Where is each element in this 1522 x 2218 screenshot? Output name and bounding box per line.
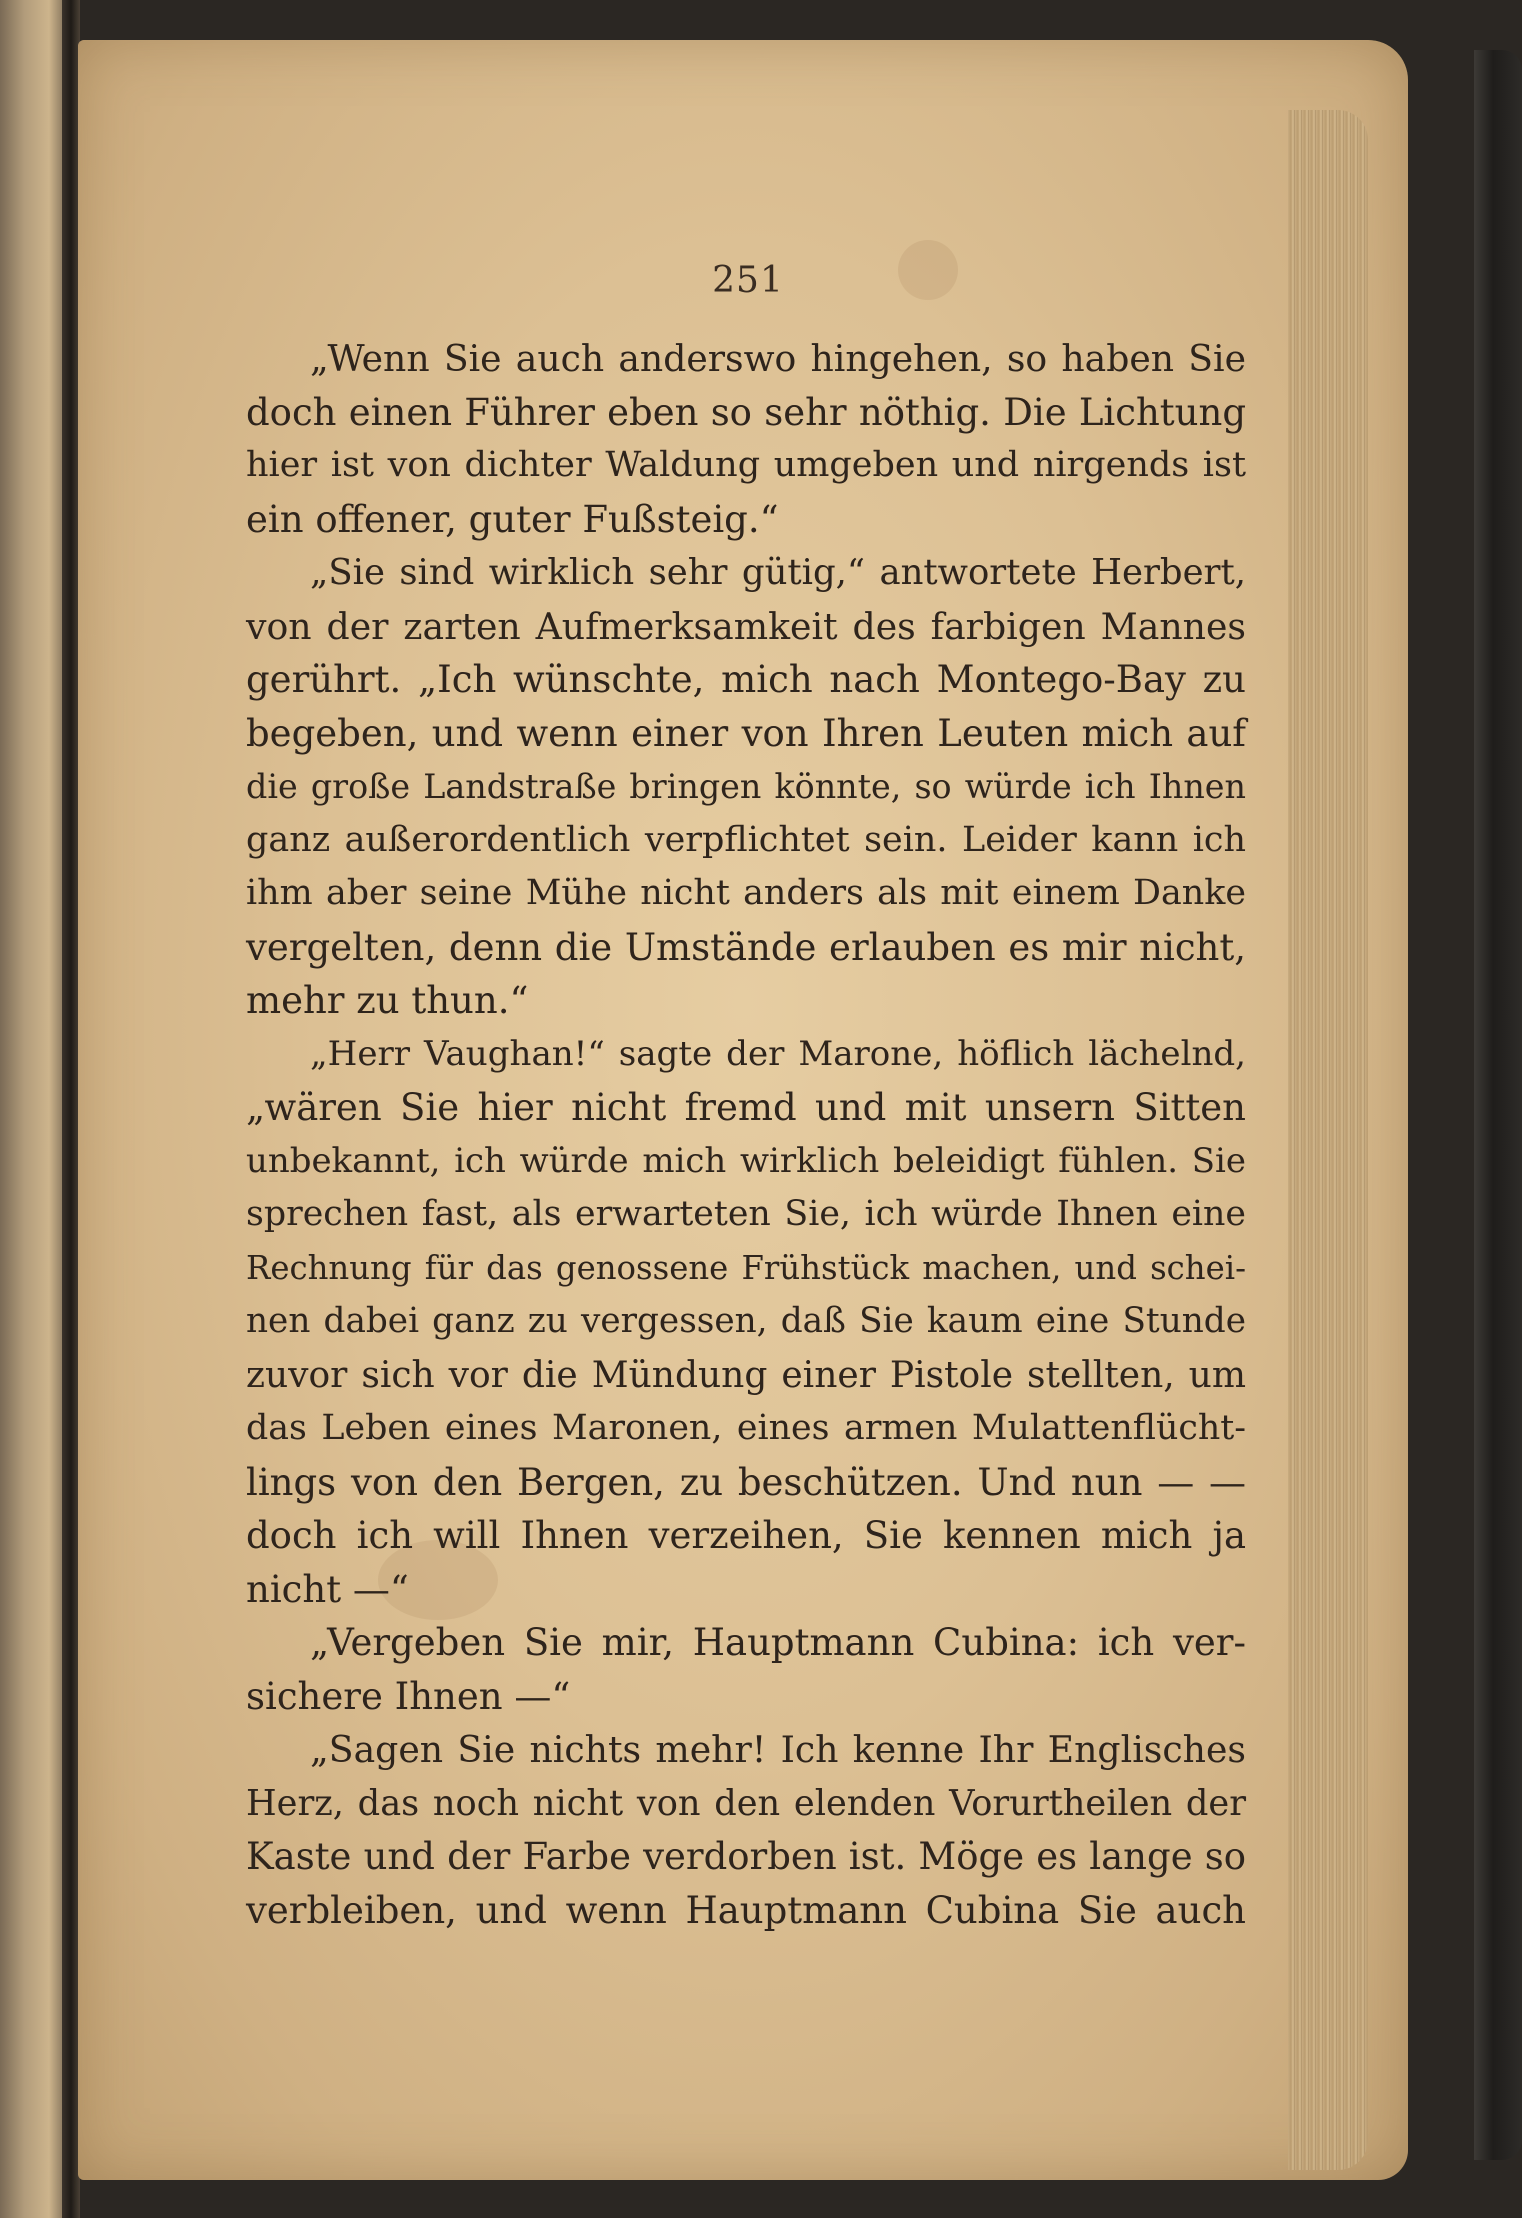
- text-line: zuvor sich vor die Mündung einer Pistole stellten, um: [246, 1354, 1246, 1396]
- text-line: nicht —“: [246, 1567, 409, 1611]
- paragraph: [246, 1723, 1246, 1937]
- text-line: Rechnung für das genossene Frühstück machen, und schei-: [246, 1248, 1246, 1287]
- text-line: das Leben eines Maronen, eines armen Mulattenflücht-: [246, 1408, 1246, 1448]
- text-line: sprechen fast, als erwarteten Sie, ich würde Ihnen eine: [246, 1194, 1246, 1234]
- paragraph: [246, 1616, 1246, 1723]
- text-line: gerührt. „Ich wünschte, mich nach Montego-Bay zu: [246, 658, 1246, 701]
- text-line: unbekannt, ich würde mich wirklich beleidigt fühlen. Sie: [246, 1140, 1246, 1181]
- text-line: „Wenn Sie auch anderswo hingehen, so haben Sie: [310, 337, 1246, 380]
- text-line: ganz außerordentlich verpflichtet sein. Leider kann ich: [246, 819, 1246, 860]
- page-text: [246, 332, 1246, 1937]
- text-line: mehr zu thun.“: [246, 979, 529, 1022]
- text-line: hier ist von dichter Waldung umgeben und nirgends ist: [246, 445, 1246, 485]
- text-line: Kaste und der Farbe verdorben ist. Möge es lange so: [246, 1835, 1246, 1878]
- page-number: 251: [712, 260, 784, 301]
- book-cover-edge: [1474, 50, 1522, 2160]
- text-line: ihm aber seine Mühe nicht anders als mit einem Danke: [246, 873, 1246, 913]
- text-line: verbleiben, und wenn Hauptmann Cubina Sie auch: [246, 1888, 1246, 1932]
- text-line: von der zarten Aufmerksamkeit des farbigen Mannes: [246, 604, 1246, 648]
- text-line: doch ich will Ihnen verzeihen, Sie kennen mich ja: [246, 1514, 1246, 1557]
- text-line: sichere Ihnen —“: [246, 1674, 571, 1718]
- paragraph: [246, 1028, 1246, 1617]
- left-page-edge: [0, 0, 70, 2218]
- text-line: vergelten, denn die Umstände erlauben es mir nicht,: [246, 925, 1246, 969]
- paragraph: [246, 546, 1246, 1028]
- text-line: „wären Sie hier nicht fremd und mit unsern Sitten: [246, 1086, 1246, 1129]
- text-line: die große Landstraße bringen könnte, so würde ich Ihnen: [246, 767, 1246, 806]
- page-stack-edge: [1288, 110, 1368, 2170]
- text-line: doch einen Führer eben so sehr nöthig. Die Lichtung: [246, 390, 1246, 434]
- text-line: „Herr Vaughan!“ sagte der Marone, höflich lächelnd,: [310, 1033, 1246, 1074]
- text-line: Herz, das noch nicht von den elenden Vorurtheilen der: [246, 1782, 1246, 1824]
- text-line: ein offener, guter Fußsteig.“: [246, 497, 779, 541]
- paragraph: [246, 332, 1246, 546]
- text-line: „Sie sind wirklich sehr gütig,“ antwortete Herbert,: [310, 552, 1246, 593]
- text-line: lings von den Bergen, zu beschützen. Und nun — —: [246, 1460, 1246, 1504]
- text-line: „Vergeben Sie mir, Hauptmann Cubina: ich ver-: [310, 1621, 1246, 1664]
- book-page: [78, 40, 1408, 2180]
- text-line: nen dabei ganz zu vergessen, daß Sie kaum eine Stunde: [246, 1301, 1246, 1341]
- text-line: „Sagen Sie nichts mehr! Ich kenne Ihr Englisches: [310, 1728, 1246, 1771]
- text-line: begeben, und wenn einer von Ihren Leuten mich auf: [246, 711, 1246, 755]
